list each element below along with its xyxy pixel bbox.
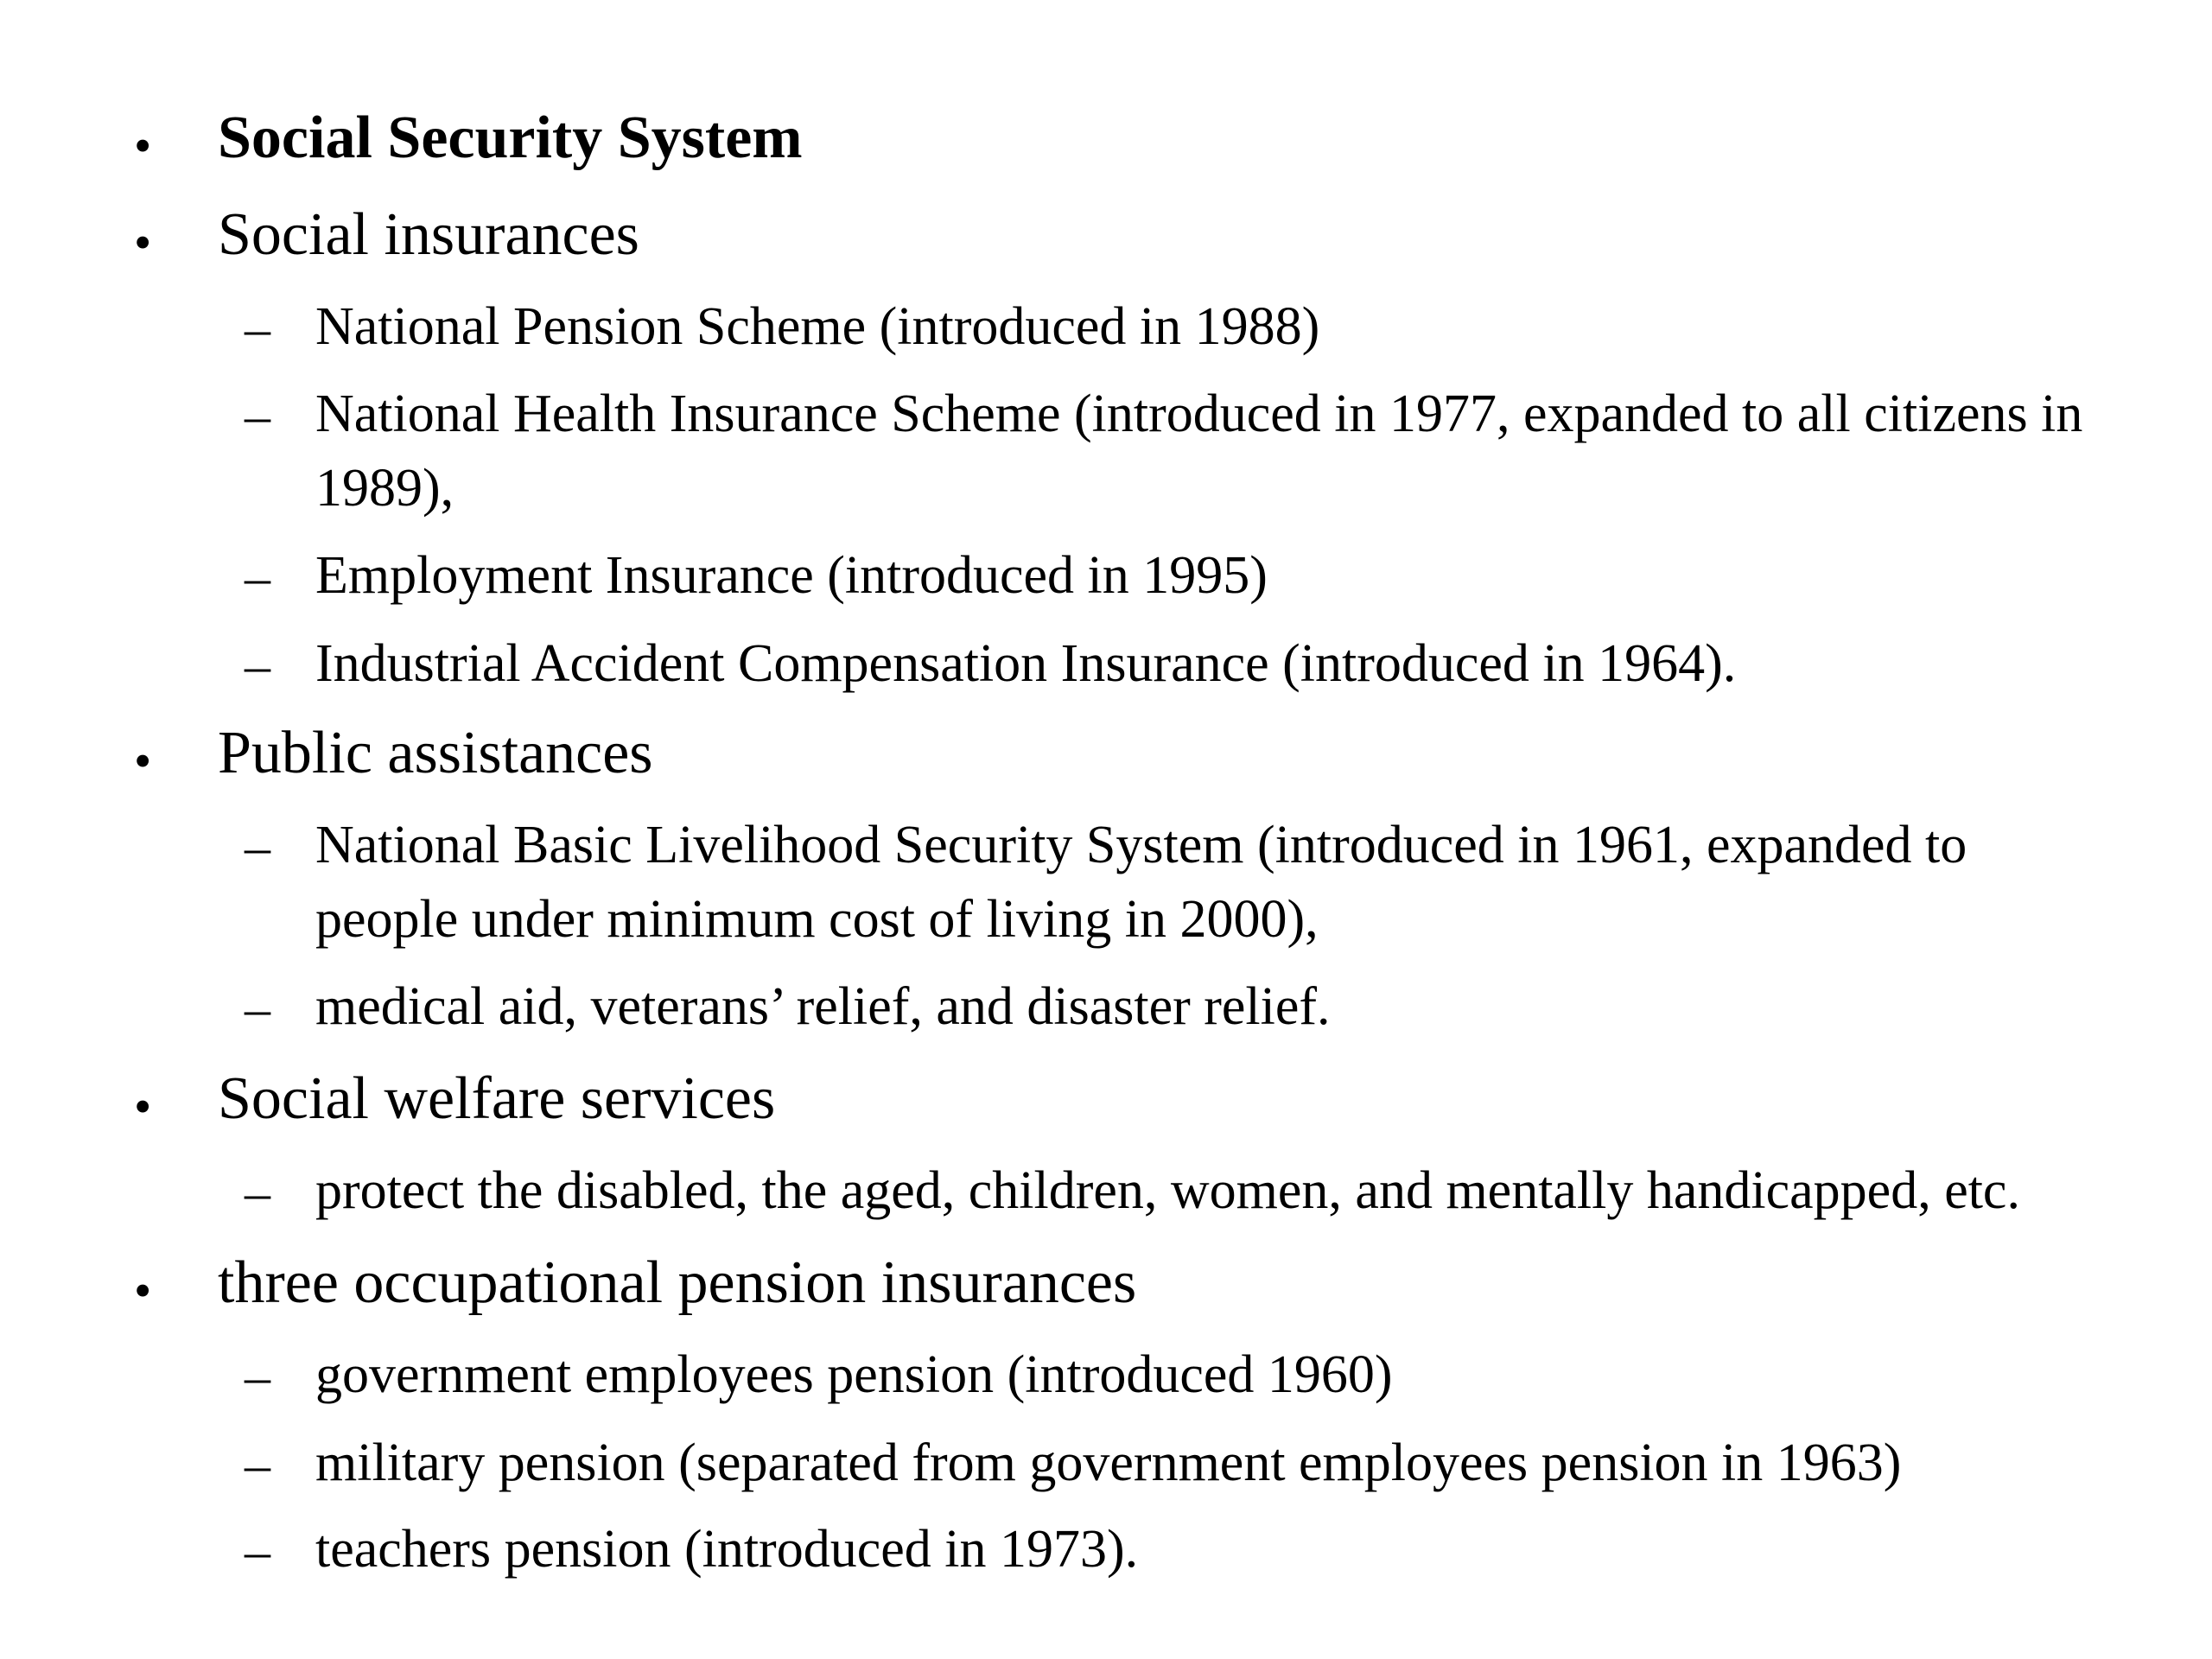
dash-marker: –: [245, 300, 270, 357]
sub-item-text: National Basic Livelihood Security System (introduced in 1961, expanded to people under minimum cost of living in 2000),: [315, 816, 1967, 949]
dash-marker: –: [245, 818, 270, 875]
bullet-marker: •: [134, 118, 152, 174]
sub-item-text: teachers pension (introduced in 1973).: [315, 1520, 1139, 1579]
dash-marker: –: [245, 1164, 270, 1221]
section-heading: Social insurances: [218, 201, 639, 268]
dash-marker: –: [245, 387, 270, 444]
section-heading: three occupational pension insurances: [218, 1249, 1137, 1316]
bullet-marker: •: [134, 733, 152, 789]
section-heading: Public assistances: [218, 720, 653, 786]
dash-marker: –: [245, 1348, 270, 1405]
dash-marker: –: [245, 980, 270, 1037]
sub-item-text: medical aid, veterans’ relief, and disaster relief.: [315, 977, 1331, 1036]
sub-item-text: government employees pension (introduced 1960): [315, 1345, 1393, 1404]
sub-item-text: National Health Insurance Scheme (introduced in 1977, expanded to all citizens in 1989),: [315, 385, 2083, 518]
dash-marker: –: [245, 549, 270, 606]
slide-title: Social Security System: [218, 105, 803, 171]
sub-item-text: Industrial Accident Compensation Insurance (introduced in 1964).: [315, 634, 1737, 693]
dash-marker: –: [245, 637, 270, 694]
bullet-marker: •: [134, 214, 152, 270]
bullet-marker: •: [134, 1262, 152, 1319]
bullet-marker: •: [134, 1078, 152, 1135]
section-heading: Social welfare services: [218, 1065, 776, 1132]
sub-item-text: Employment Insurance (introduced in 1995): [315, 546, 1268, 605]
dash-marker: –: [245, 1522, 270, 1580]
sub-item-text: National Pension Scheme (introduced in 1988): [315, 297, 1320, 356]
sub-item-text: military pension (separated from government employees pension in 1963): [315, 1433, 1902, 1492]
dash-marker: –: [245, 1436, 270, 1493]
sub-item-text: protect the disabled, the aged, children, women, and mentally handicapped, etc.: [315, 1161, 2020, 1220]
